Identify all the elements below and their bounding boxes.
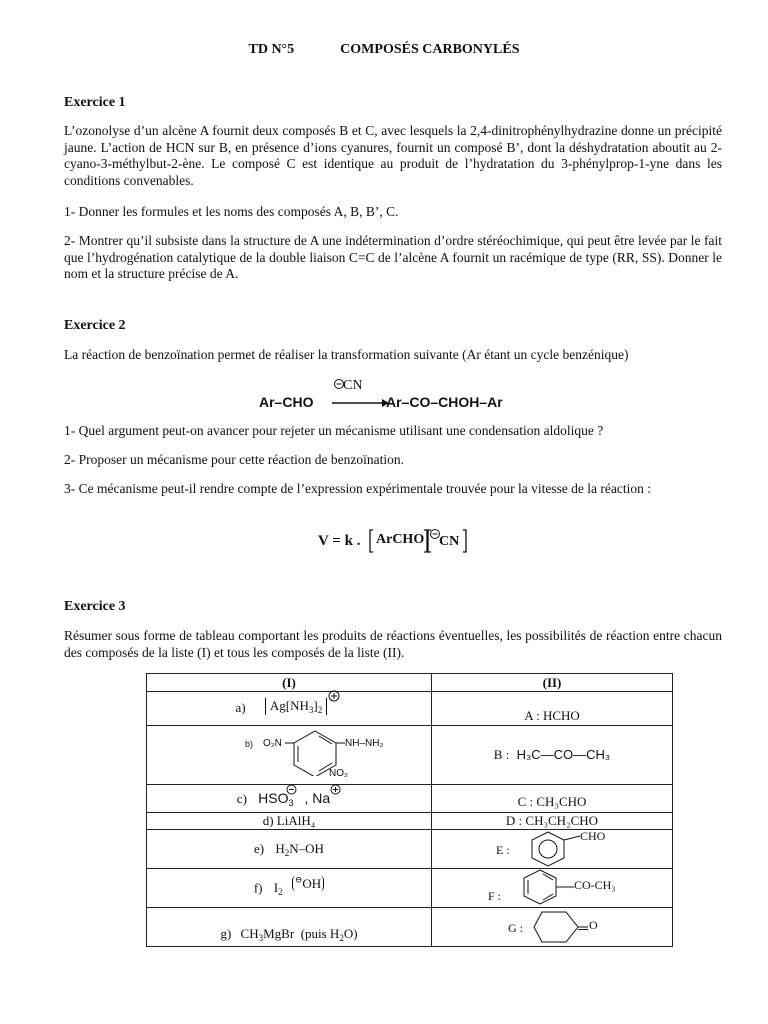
compound-G xyxy=(432,908,673,947)
compound-C xyxy=(432,785,673,813)
compound-D: D : CH₃CH₂CHO xyxy=(432,813,673,830)
compound-c xyxy=(147,785,432,813)
compound-f-label: f) xyxy=(253,880,263,896)
compound-F-label: F : xyxy=(488,889,502,903)
table-row xyxy=(147,830,673,869)
exercise-3-intro: Résumer sous forme de tableau comportant les produits de réactions éventuelles, les possibilités de réaction entre chacun des composés de la liste (I) et tous les composés de la liste (II). xyxy=(64,628,722,660)
compound-E xyxy=(432,830,673,869)
exercise-2-intro: La réaction de benzoïnation permet de réaliser la transformation suivante (Ar étant un cycle benzénique) xyxy=(64,347,629,362)
negative-charge-icon xyxy=(286,784,297,795)
exercise-1-intro: L’ozonolyse d’un alcène A fournit deux composés B et C, avec lesquels la 2,4-dinitrophénylhydrazine donne un précipité jaune. L’action de HCN sur B, en présence d’ions cyanures, fournit un composé B’, dont la déshydratation aboutit au 2-cyano-3-méthylbut-2-ène. Le composé C est identique au produit de l’hydratation du 3-phénylprop-1-yne dans les conditions convenables. xyxy=(64,123,722,188)
exercise-2-heading: Exercice 2 xyxy=(64,318,126,333)
compound-F-substituent: CO-CH₃ xyxy=(574,878,616,892)
exercise-2-question-1: 1- Quel argument peut-on avancer pour rejeter un mécanisme utilisant une condensation aldolique ? xyxy=(64,423,604,438)
title-subject: COMPOSÉS CARBONYLÉS xyxy=(340,42,520,57)
exercise-1-heading: Exercice 1 xyxy=(64,95,126,110)
compound-g-formula: $CH_3MgBr$ (puis $H_2O$) xyxy=(240,925,358,943)
rate-law-lhs: V = k . xyxy=(318,533,361,549)
compound-A-label: A : HCHO xyxy=(524,707,580,723)
compound-b-nitro-bottom: NO₂ xyxy=(329,768,348,779)
rate-law-archo: ArCHO xyxy=(376,532,425,547)
compound-e-formula: $H_2N-OH$ xyxy=(275,840,324,858)
compound-f-formula: $I_2$ xyxy=(273,880,283,898)
compound-a-formula: $Ag[NH_3]_2$ xyxy=(265,698,327,715)
positive-charge-icon xyxy=(328,690,340,702)
table-row xyxy=(147,908,673,947)
positive-charge-icon xyxy=(330,784,341,795)
table-row xyxy=(147,692,673,726)
compound-f-hydroxide: ⊖OH xyxy=(292,876,324,891)
compound-f xyxy=(147,869,432,908)
compound-d: d) LiAlH₄ xyxy=(147,813,432,830)
compound-B-label: B : xyxy=(493,747,510,762)
compound-b-nitro-left: O₂N xyxy=(263,738,282,749)
reaction-product: Ar–CO–CHOH–Ar xyxy=(386,394,503,410)
compound-b-label: b) xyxy=(245,739,254,749)
compound-A xyxy=(432,692,673,726)
page-title xyxy=(0,42,768,58)
table-header-list-2: (II) xyxy=(432,674,673,692)
compound-g-label: g) xyxy=(220,925,232,941)
rate-law-cn: CN xyxy=(439,534,460,549)
compound-g xyxy=(147,908,432,947)
reaction-catalyst: CN xyxy=(343,378,363,393)
compound-b-hydrazine: NH–NH₂ xyxy=(345,738,384,749)
reaction-reactant: Ar–CHO xyxy=(259,394,314,410)
compound-C-label: C : CH₃CHO xyxy=(517,793,587,809)
compound-E-substituent: CHO xyxy=(580,829,606,843)
table-row xyxy=(147,726,673,785)
benzene-ring-icon xyxy=(516,869,576,907)
compound-e xyxy=(147,830,432,869)
title-td-number: TD N°5 xyxy=(248,42,295,57)
exercise-1-question-2: 2- Montrer qu’il subsiste dans la structure de A une indétermination d’ordre stéréochimique, qui peut être levée par le fait que l’hydrogénation catalytique de la double liaison C=C de l’alcène A fournit un racémique de type (RR, SS). Donner le nom et la structure précise de A. xyxy=(64,233,722,281)
compound-c-formula: $HSO_3$ xyxy=(258,789,294,808)
table-row xyxy=(147,785,673,813)
compound-B xyxy=(432,726,673,785)
compound-E-label: E : xyxy=(496,843,510,857)
compound-c-sodium: , Na xyxy=(304,789,331,806)
compound-e-label: e) xyxy=(254,840,265,856)
compound-B-formula: H₃C—CO—CH₃ xyxy=(516,747,611,762)
compound-F xyxy=(432,869,673,908)
exercise-2-question-2: 2- Proposer un mécanisme pour cette réaction de benzoïnation. xyxy=(64,452,405,467)
exercise-2-question-3: 3- Ce mécanisme peut-il rendre compte de l’expression expérimentale trouvée pour la vitesse de la réaction : xyxy=(64,481,652,496)
compound-b xyxy=(147,726,432,785)
compound-g-content xyxy=(147,926,431,943)
reaction-table xyxy=(146,673,673,947)
benzene-ring-icon xyxy=(524,831,580,867)
table-row xyxy=(147,869,673,908)
table-header-list-1: (I) xyxy=(147,674,432,692)
compound-G-label: G : xyxy=(508,921,523,935)
compound-a xyxy=(147,692,432,726)
compound-a-label: a) xyxy=(235,700,246,715)
compound-c-label: c) xyxy=(236,790,247,806)
compound-G-oxygen: O xyxy=(589,918,598,932)
table-row xyxy=(147,813,673,830)
exercise-1-question-1: 1- Donner les formules et les noms des composés A, B, B’, C. xyxy=(64,204,399,219)
exercise-3-heading: Exercice 3 xyxy=(64,599,126,614)
cyclohexanone-ring-icon xyxy=(532,910,592,946)
